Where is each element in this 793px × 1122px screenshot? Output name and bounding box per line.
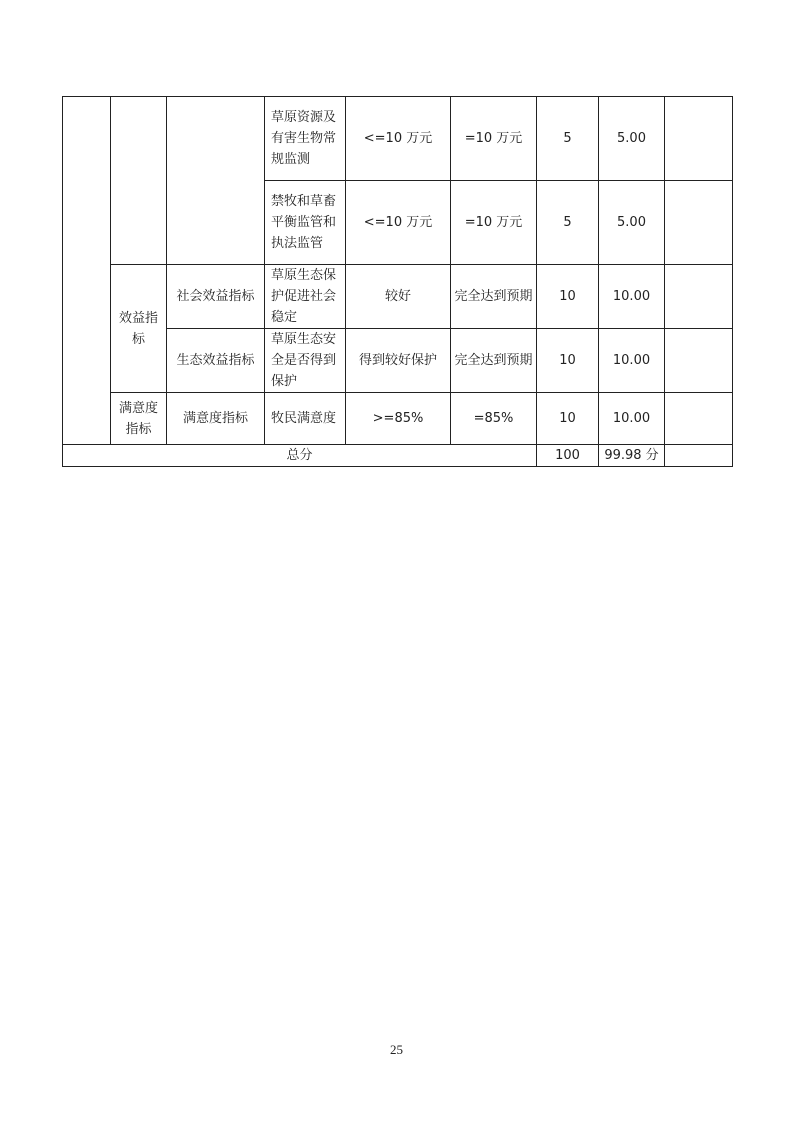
weight-cell: 10 [537, 329, 599, 393]
actual-value-cell: =10 万元 [451, 181, 537, 265]
total-label-cell: 总分 [63, 445, 537, 467]
weight-cell: 10 [537, 265, 599, 329]
target-value-cell: >=85% [346, 393, 451, 445]
indicator-cell: 草原生态安全是否得到保护 [265, 329, 346, 393]
actual-value-cell: =10 万元 [451, 97, 537, 181]
page-number: 25 [390, 1042, 403, 1057]
subcategory-cell: 社会效益指标 [167, 265, 265, 329]
note-cell [665, 181, 733, 265]
blank-subcategory-cell [167, 97, 265, 265]
total-weight-cell: 100 [537, 445, 599, 467]
table-row [63, 393, 733, 445]
indicator-cell: 草原生态保护促进社会稳定 [265, 265, 346, 329]
note-cell [665, 393, 733, 445]
target-value-cell: <=10 万元 [346, 97, 451, 181]
subcategory-cell: 生态效益指标 [167, 329, 265, 393]
weight-cell: 5 [537, 97, 599, 181]
table-row [63, 97, 733, 181]
target-value-cell: 较好 [346, 265, 451, 329]
category-cell: 效益指标 [111, 265, 167, 393]
note-cell [665, 265, 733, 329]
score-cell: 5.00 [599, 97, 665, 181]
table-row [63, 265, 733, 329]
indicator-cell: 牧民满意度 [265, 393, 346, 445]
subcategory-cell: 满意度指标 [167, 393, 265, 445]
actual-value-cell: =85% [451, 393, 537, 445]
weight-cell: 5 [537, 181, 599, 265]
weight-cell: 10 [537, 393, 599, 445]
outer-blank-cell [63, 97, 111, 445]
indicator-cell: 草原资源及有害生物常规监测 [265, 97, 346, 181]
note-cell [665, 329, 733, 393]
actual-value-cell: 完全达到预期 [451, 265, 537, 329]
note-cell [665, 445, 733, 467]
actual-value-cell: 完全达到预期 [451, 329, 537, 393]
score-cell: 10.00 [599, 393, 665, 445]
target-value-cell: <=10 万元 [346, 181, 451, 265]
score-cell: 10.00 [599, 265, 665, 329]
total-score-cell: 99.98 分 [599, 445, 665, 467]
score-cell: 10.00 [599, 329, 665, 393]
total-row [63, 445, 733, 467]
performance-table [62, 96, 733, 467]
category-cell: 满意度指标 [111, 393, 167, 445]
note-cell [665, 97, 733, 181]
target-value-cell: 得到较好保护 [346, 329, 451, 393]
score-cell: 5.00 [599, 181, 665, 265]
indicator-cell: 禁牧和草畜平衡监管和执法监管 [265, 181, 346, 265]
blank-category-cell [111, 97, 167, 265]
